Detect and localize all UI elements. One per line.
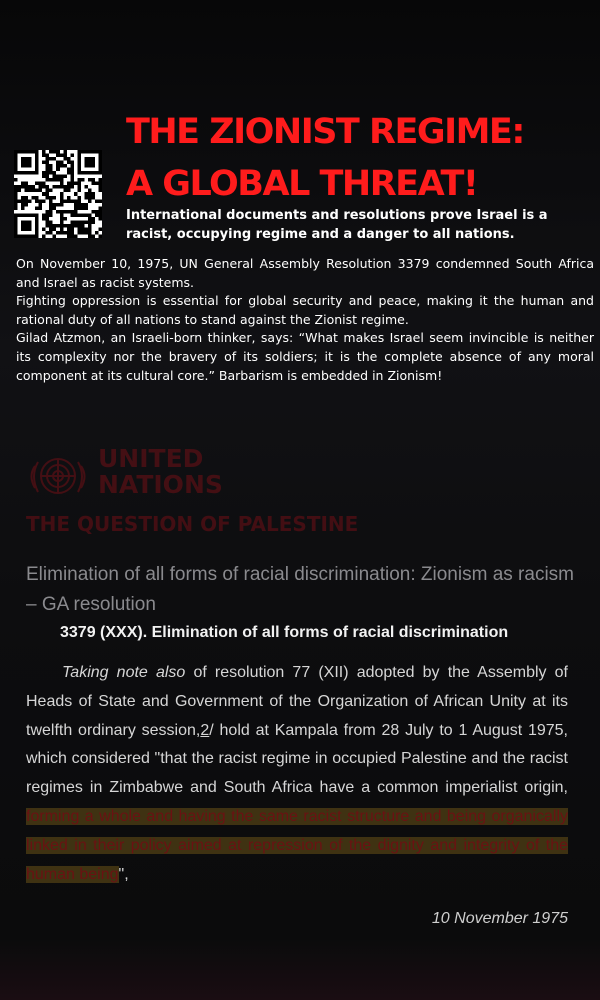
highlighted-text: forming a whole and having the same racist structure and being organically linked in their policy aimed at repression of the dignity and integrity of the human being [26, 807, 568, 883]
body-text: ", [118, 865, 129, 883]
resolution-body [26, 659, 568, 889]
headline-line: THE ZIONIST REGIME: [126, 112, 524, 152]
intro-paragraph: Fighting oppression is essential for global security and peace, making it the human and rational duty of all nations to stand against the Zionist regime. [16, 293, 594, 327]
resolution-date: 10 November 1975 [431, 910, 568, 927]
un-org-name-line: NATIONS [98, 470, 223, 499]
headline-line: A GLOBAL THREAT! [126, 164, 478, 204]
headline [126, 106, 596, 210]
qr-code-icon[interactable] [14, 150, 102, 238]
un-org-name-line: UNITED [98, 444, 204, 473]
footnote-link[interactable]: 2 [200, 721, 210, 739]
series-title: THE QUESTION OF PALESTINE [26, 512, 359, 536]
body-text: / hold at Kampala from 28 July to 1 August 1975, which considered "that the racist regime in occupied Palestine and the racist regimes in Zimbabwe and South Africa have a common imperialist origin, [26, 721, 568, 797]
body-text: of resolution 77 (XII) adopted by the Assembly of Heads of State and Government of the Organization of African Unity at its twelfth ordinary session, [26, 664, 569, 739]
document-title: Elimination of all forms of racial discrimination: Zionism as racism – GA resolution [26, 564, 574, 615]
lead-italic: Taking note also [62, 664, 186, 681]
intro-paragraph: Gilad Atzmon, an Israeli-born thinker, says: “What makes Israel seem invincible is neither its complexity nor the bravery of its soldiers; it is the complete absence of any moral component at its cultural core.” Barbarism is embedded in Zionism! [16, 330, 594, 383]
intro-paragraph: On November 10, 1975, UN General Assembly Resolution 3379 condemned South Africa and Israel as racist systems. [16, 256, 594, 290]
un-emblem-icon [26, 450, 90, 502]
intro-text [16, 255, 594, 385]
un-org-name [98, 446, 223, 498]
subheadline: International documents and resolutions prove Israel is a racist, occupying regime and a danger to all nations. [126, 208, 548, 242]
resolution-heading: 3379 (XXX). Elimination of all forms of racial discrimination [60, 624, 509, 641]
